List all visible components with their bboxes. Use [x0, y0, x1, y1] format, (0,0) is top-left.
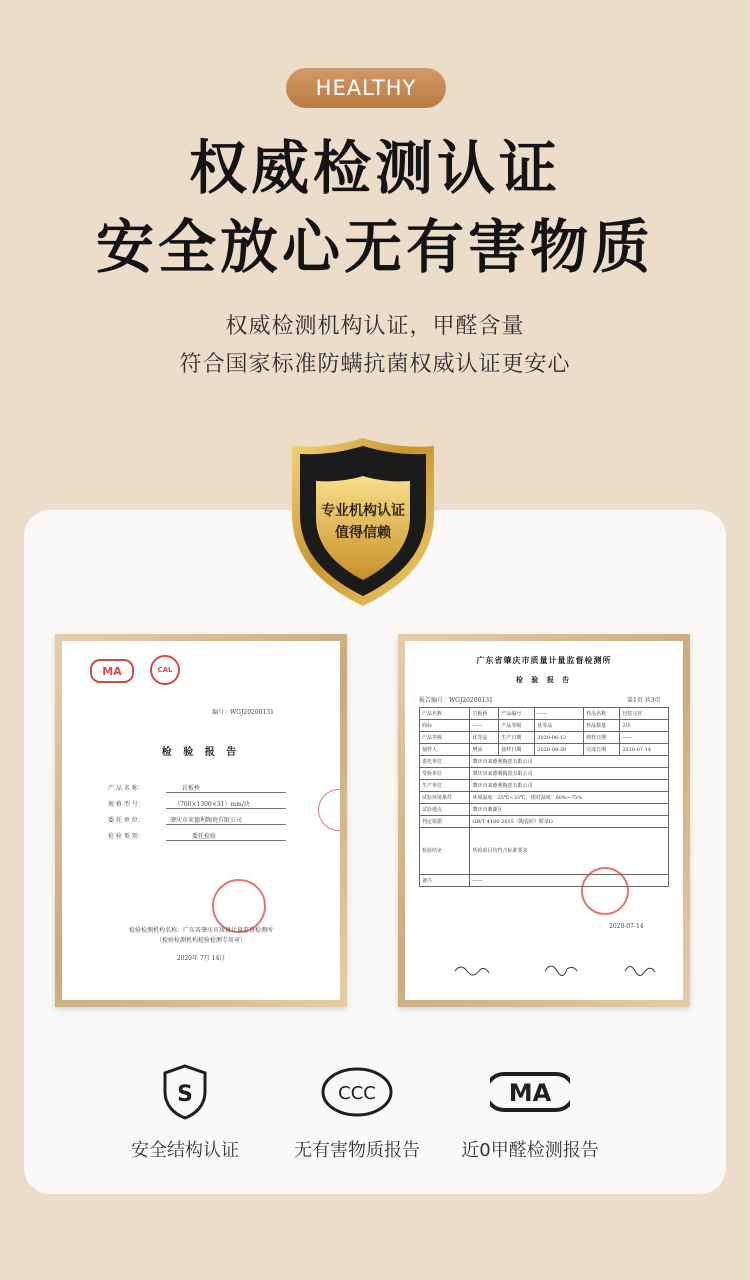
table-cell: 产品编号	[499, 708, 535, 720]
table-row	[420, 732, 669, 744]
ccc-icon	[320, 1066, 394, 1118]
table-cell: 包装完好	[620, 708, 669, 720]
table-row	[420, 780, 669, 792]
feature-label-safety: 安全结构认证	[131, 1140, 239, 1161]
table-row	[420, 708, 669, 720]
row-label: 委 托 单 位：	[108, 817, 144, 824]
table-row	[420, 720, 669, 732]
row-underline	[166, 824, 286, 825]
shield-line1: 专业机构认证	[321, 503, 405, 519]
table-cell: 肇庆市来德利陶瓷有限公司	[470, 768, 669, 780]
table-cell: 样品名称	[584, 708, 620, 720]
table-cell: 判定依据	[420, 816, 470, 828]
table-cell: 产品名称	[420, 708, 470, 720]
table-cell: 接样日期	[499, 744, 535, 756]
table-row	[420, 828, 669, 875]
shield-line2: 值得信赖	[335, 525, 391, 541]
table-cell: 抽样人	[420, 744, 470, 756]
cma-glyph: MA	[508, 1079, 552, 1107]
table-cell: 到样日期	[584, 732, 620, 744]
table-cell: 生产日期	[499, 732, 535, 744]
table-row	[420, 816, 669, 828]
cal-mark-icon	[150, 655, 180, 685]
report-heading: 检 验 报 告	[161, 747, 241, 758]
footer-org: 检验检测机构名称：广东省肇庆市质量计量监督检测所	[128, 927, 273, 934]
row-label: 规 格 型 号：	[108, 801, 144, 808]
table-cell: 2块	[620, 720, 669, 732]
report-date: 2020-07-14	[609, 923, 644, 930]
report-number-label: 编号：	[212, 709, 231, 716]
row-underline	[166, 808, 286, 809]
cma-mark-icon	[90, 659, 134, 683]
table-cell: 优等品	[470, 732, 499, 744]
report-number: 报告编号：WGJ20200131	[419, 697, 493, 704]
row-underline	[166, 792, 286, 793]
table-row	[420, 744, 669, 756]
table-cell: ——	[620, 732, 669, 744]
table-cell: 委托单位	[420, 756, 470, 768]
red-seal-icon	[212, 879, 266, 933]
table-cell: 商标	[420, 720, 470, 732]
table-cell: 岩板桥	[470, 708, 499, 720]
row-value: （760×1300×31）mm/块	[174, 801, 250, 808]
cma-icon	[490, 1068, 570, 1116]
cal-mark-text: CAL	[157, 666, 173, 674]
table-cell: ——	[470, 720, 499, 732]
table-row	[420, 804, 669, 816]
row-value: 委托检验	[192, 833, 217, 840]
red-seal-icon	[318, 789, 340, 831]
report-number	[212, 709, 274, 717]
institution-name: 广东省肇庆市质量计量监督检测所	[476, 655, 612, 665]
table-cell: 试验环境条件	[420, 792, 470, 804]
table-cell: 肇庆市来德利陶瓷有限公司	[470, 756, 669, 768]
table-row	[420, 768, 669, 780]
row-value: 岩板桥	[182, 785, 201, 792]
table-cell: ——	[535, 708, 584, 720]
table-row	[420, 756, 669, 768]
table-row	[420, 792, 669, 804]
table-cell: 产品等级	[420, 732, 470, 744]
table-cell: 2020-06-12	[535, 732, 584, 744]
table-cell: 所检项目均符合标准要求	[470, 828, 669, 875]
page-number: 第1页 共3页	[627, 697, 661, 704]
certificate-frame-right	[398, 634, 690, 1007]
feature-label-formaldehyde: 近0甲醛检测报告	[461, 1140, 599, 1161]
report-table	[419, 707, 669, 887]
inspection-report-detail	[405, 641, 683, 1000]
table-cell: 肇庆市鼎湖区	[470, 804, 669, 816]
healthy-badge: HEALTHY	[286, 68, 446, 108]
page-title-line2: 安全放心无有害物质	[95, 213, 654, 281]
red-seal-icon	[581, 867, 629, 915]
table-cell: 试验地点	[420, 804, 470, 816]
table-cell: 受检单位	[420, 768, 470, 780]
table-cell: 肇庆市来德利陶瓷有限公司	[470, 780, 669, 792]
subtitle-line1: 权威检测机构认证，甲醛含量	[225, 314, 525, 339]
feature-label-harmless: 无有害物质报告	[294, 1140, 420, 1161]
table-cell: 产品等级	[499, 720, 535, 732]
safety-s-glyph: S	[177, 1082, 193, 1107]
row-underline	[166, 840, 286, 841]
row-value: 肇庆市来德利陶瓷有限公司	[170, 817, 243, 824]
table-cell: 2020-07-14	[620, 744, 669, 756]
table-cell: 样品数量	[584, 720, 620, 732]
inspection-report-cover	[62, 641, 340, 1000]
table-cell: 环境温度：25℃~33℃，相对湿度：60%~75%	[470, 792, 669, 804]
table-cell: 完成日期	[584, 744, 620, 756]
table-cell: 樊添	[470, 744, 499, 756]
ccc-glyph: CCC	[338, 1083, 376, 1104]
report-date: 2020年 7月 14日	[176, 955, 226, 962]
table-cell: 生产单位	[420, 780, 470, 792]
report-heading: 检 验 报 告	[515, 675, 573, 684]
safety-structure-icon	[160, 1063, 210, 1121]
certificate-frame-left	[55, 634, 347, 1007]
report-number-value: WGJ20200131	[230, 709, 274, 716]
footer-seal-note: （检验检测机构检验检测专用章）	[155, 937, 246, 944]
page-title-line1: 权威检测认证	[188, 134, 561, 202]
table-cell: 备注	[420, 875, 470, 887]
signature-row	[425, 959, 675, 979]
cma-mark-text: MA	[102, 664, 122, 678]
table-row	[420, 875, 669, 887]
row-label: 产 品 名 称：	[108, 785, 144, 792]
subtitle-line2: 符合国家标准防螨抗菌权威认证更安心	[179, 352, 571, 377]
table-cell: 优等品	[535, 720, 584, 732]
shield-caption	[288, 500, 438, 544]
table-cell: 2020-06-30	[535, 744, 584, 756]
table-cell: 检验结论	[420, 828, 470, 875]
table-cell: ——	[470, 875, 669, 887]
row-label: 检 验 类 别：	[108, 833, 144, 840]
table-cell: GB/T 4100-2015《陶瓷砖》附录G	[470, 816, 669, 828]
